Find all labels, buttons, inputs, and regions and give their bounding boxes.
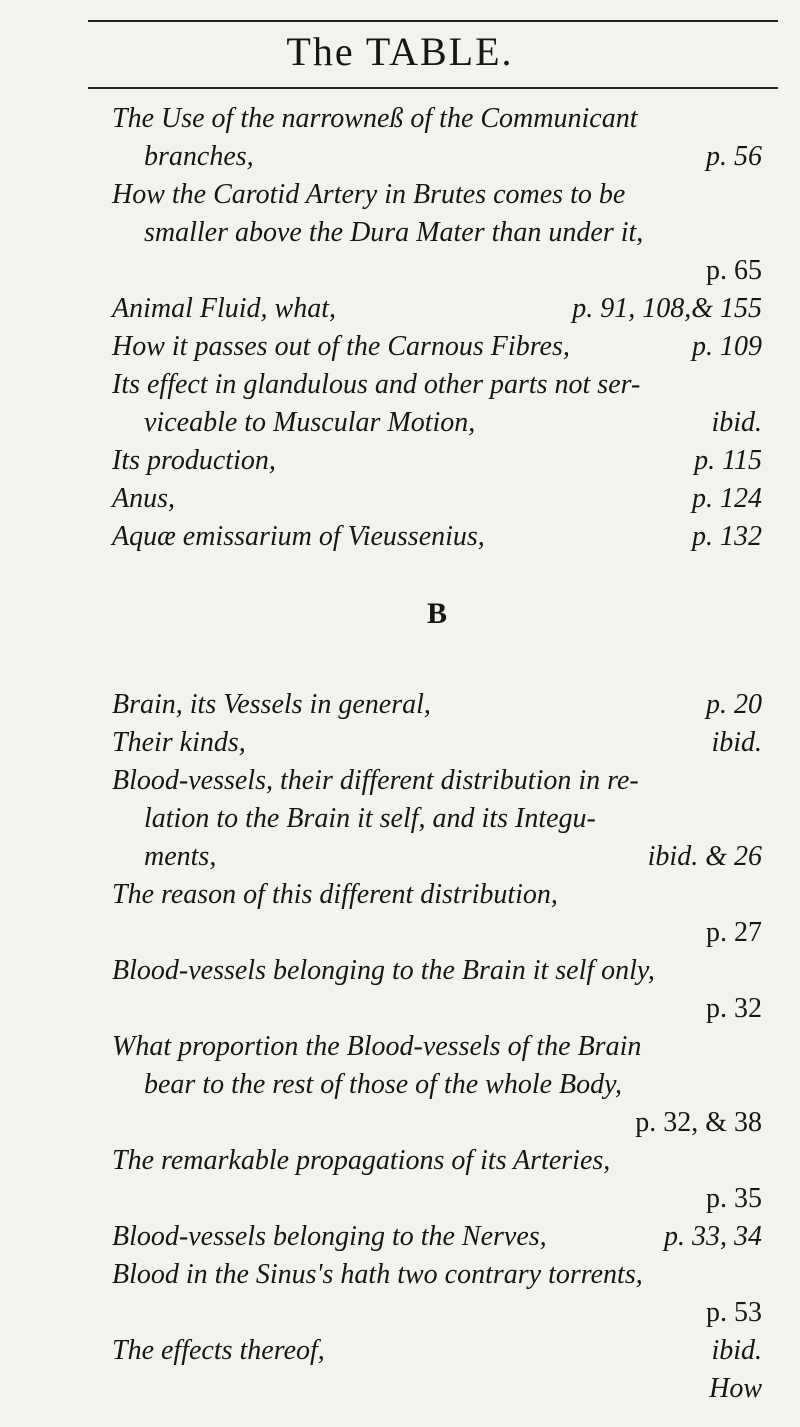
entry-text-line: branches, p. 56 [112,138,762,176]
entry-text-line: Anus, p. 124 [112,480,762,518]
index-entry [112,876,762,952]
page-reference: p. 56 [706,141,762,172]
index-entry [112,480,762,518]
page-reference: p. 27 [706,917,762,948]
page-reference: ibid. [711,407,762,438]
entry-text-line: The reason of this different distribution, [112,879,558,910]
index-entry [112,952,762,1028]
page-reference: p. 124 [692,483,762,514]
page-reference: p. 33, 34 [664,1221,762,1252]
entry-text-line: Aquæ emissarium of Vieussenius, p. 132 [112,518,762,556]
index-entry [112,1218,762,1256]
catchword: How [709,1373,762,1404]
page-reference: p. 91, 108,& 155 [572,293,762,324]
entry-text-line: Brain, its Vessels in general, p. 20 [112,686,762,724]
index-entries [112,100,762,1408]
entry-text-line: Blood in the Sinus's hath two contrary torrents, [112,1259,643,1290]
index-entry [112,686,762,724]
page-reference: p. 20 [706,689,762,720]
entry-text-line: Blood-vessels belonging to the Nerves, p. 33, 34 [112,1218,762,1256]
entry-text-line: What proportion the Blood-vessels of the Brain [112,1031,642,1062]
entry-text-line: viceable to Muscular Motion, ibid. [112,404,762,442]
page-reference: p. 109 [692,331,762,362]
section-b [112,686,762,1370]
index-entry [112,762,762,876]
index-entry [112,1256,762,1332]
page-reference: ibid. & 26 [647,841,762,872]
page-reference: p. 132 [692,521,762,552]
entry-text-line: Blood-vessels, their different distribution in re- [112,765,639,796]
entry-text-line: The remarkable propagations of its Arteries, [112,1145,611,1176]
index-entry [112,1028,762,1142]
entry-text-line: Their kinds, ibid. [112,724,762,762]
index-entry [112,100,762,176]
entry-text-line: Its production, p. 115 [112,442,762,480]
header-rule [88,87,778,89]
section-a [112,100,762,556]
page-reference: p. 32 [706,993,762,1024]
index-entry [112,442,762,480]
index-entry [112,724,762,762]
index-entry [112,176,762,290]
entry-text-line: Animal Fluid, what, p. 91, 108,& 155 [112,290,762,328]
entry-text-line: How the Carotid Artery in Brutes comes to be [112,179,626,210]
index-entry [112,1332,762,1370]
page-reference: ibid. [711,1335,762,1366]
entry-text-line: Its effect in glandulous and other parts not ser- [112,369,641,400]
entry-text-line: ments, ibid. & 26 [112,838,762,876]
page-reference: p. 35 [706,1183,762,1214]
index-entry [112,1142,762,1218]
index-entry [112,366,762,442]
top-rule [88,20,778,22]
entry-text-line: Blood-vessels belonging to the Brain it self only, [112,955,655,986]
page-reference: p. 32, & 38 [635,1107,762,1138]
entry-text-line: The effects thereof, ibid. [112,1332,762,1370]
index-entry [112,290,762,328]
page-reference: p. 65 [706,255,762,286]
entry-text-line: bear to the rest of those of the whole Body, [144,1069,623,1100]
entry-text-line: How it passes out of the Carnous Fibres, p. 109 [112,328,762,366]
page-reference: p. 53 [706,1297,762,1328]
index-entry [112,518,762,556]
entry-text-line: smaller above the Dura Mater than under it, [144,217,644,248]
page-reference: ibid. [711,727,762,758]
index-entry [112,328,762,366]
page-reference: p. 115 [694,445,762,476]
entry-text-line: lation to the Brain it self, and its Integu- [144,803,596,834]
entry-text-line: The Use of the narrowneß of the Communicant [112,103,638,134]
page-title: The TABLE. [286,29,514,74]
section-letter: B [426,597,447,630]
